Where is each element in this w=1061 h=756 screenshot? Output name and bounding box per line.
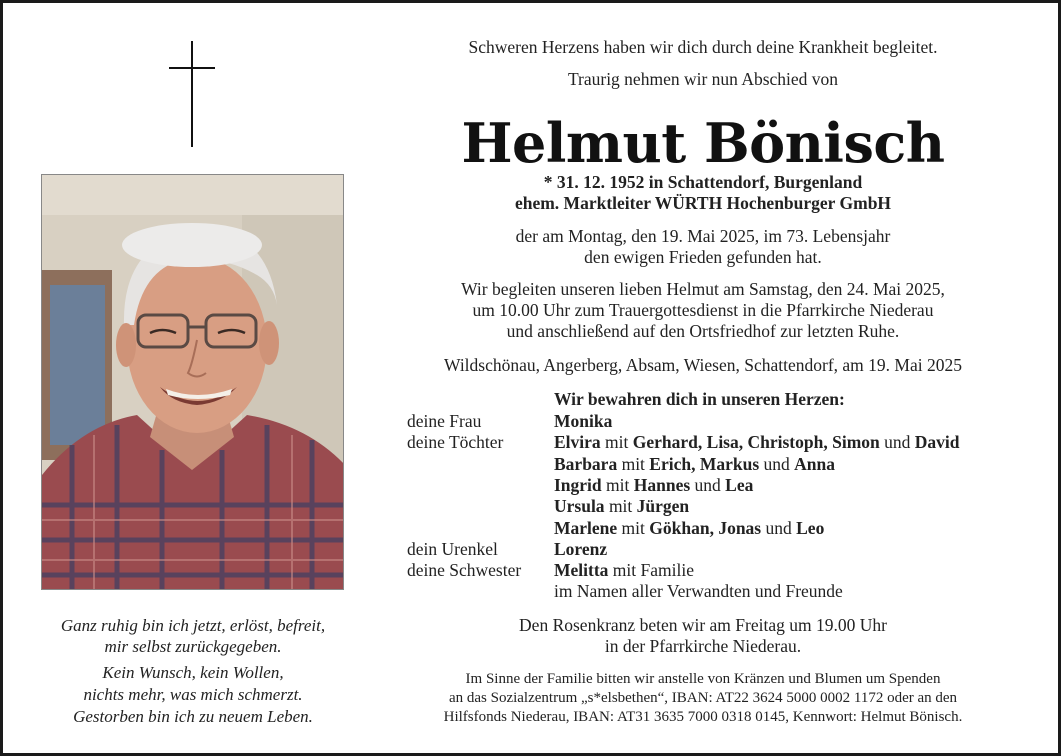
mourner-name-part: Hannes [633,475,691,495]
death-line-2: den ewigen Frieden gefunden hat. [584,247,822,267]
mourner-names [554,518,824,539]
mourner-name-part: Lorenz [554,539,608,559]
mourner-name-part: im Namen aller Verwandten und Freunde [554,581,843,601]
poem-line-2: mir selbst zurückgegeben. [104,637,282,656]
mourner-name-part: Elvira [554,432,601,452]
mourner-relation-label: deine Schwester [407,560,522,580]
mourner-name-part: Lea [725,475,754,495]
mourner-name-part: Erich, Markus [649,454,760,474]
mourner-name-part: Ursula [554,496,605,516]
portrait-photo [41,174,344,590]
mourner-name-part: Barbara [554,454,618,474]
rosary-line-2: in der Pfarrkirche Niederau. [604,636,802,656]
mourner-name-part: und [761,518,797,538]
rosary-line-1: Den Rosenkranz beten wir am Freitag um 19.00 Uhr [519,615,887,635]
mourner-names [554,475,753,496]
mourner-names [554,432,959,453]
mourner-name-part: Anna [794,454,836,474]
poem-line-1: Ganz ruhig bin ich jetzt, erlöst, befreit, [60,616,326,635]
donation-line-1: Im Sinne der Familie bitten wir anstelle von Kränzen und Blumen um Spenden [465,671,941,687]
mourner-relation-label: deine Töchter [407,432,504,452]
intro-line-1: Schweren Herzens haben wir dich durch deine Krankheit begleitet. [468,37,938,57]
occupation-line: ehem. Marktleiter WÜRTH Hochenburger GmbH [514,193,892,213]
mourner-name-part: Jürgen [636,496,690,516]
intro-line-2: Traurig nehmen wir nun Abschied von [567,69,839,89]
mourner-name-part: mit [604,496,637,516]
mourner-name-part: Leo [796,518,825,538]
mourner-relation-label: dein Urenkel [407,539,498,559]
mourner-name-part: und [879,432,915,452]
donation-line-2: an das Sozialzentrum „s*elsbethen“, IBAN: AT22 3624 5000 0002 1172 oder an den [448,690,958,706]
mourner-names [554,560,694,581]
mourner-name-part: Melitta [554,560,609,580]
mourner-names [554,454,835,475]
poem-line-5: Gestorben bin ich zu neuem Leben. [73,707,313,726]
death-line-1: der am Montag, den 19. Mai 2025, im 73. Lebensjahr [515,226,891,246]
mourner-names [554,496,689,517]
mourner-names [554,411,612,432]
mourner-name-part: mit [601,475,634,495]
mourner-relation-label: deine Frau [407,411,482,431]
mourner-name-part: Ingrid [554,475,602,495]
donation-line-3: Hilfsfonds Niederau, IBAN: AT31 3635 7000 0318 0145, Kennwort: Helmut Bönisch. [443,709,963,725]
mourner-name-part: Gökhan, Jonas [649,518,762,538]
mourner-names [554,581,843,602]
places-date: Wildschönau, Angerberg, Absam, Wiesen, Schattendorf, am 19. Mai 2025 [444,355,962,375]
funeral-line-3: und anschließend auf den Ortsfriedhof zur letzten Ruhe. [506,321,900,341]
mourner-name-part: mit [617,454,650,474]
funeral-line-1: Wir begleiten unseren lieben Helmut am Samstag, den 24. Mai 2025, [461,279,945,299]
mourner-name-part: und [690,475,726,495]
mourner-name-part: mit Familie [608,560,694,580]
mourner-name-part: Monika [554,411,613,431]
mourners-heading: Wir bewahren dich in unseren Herzen: [554,389,845,409]
birth-line: * 31. 12. 1952 in Schattendorf, Burgenland [543,172,863,192]
poem-line-3: Kein Wunsch, kein Wollen, [102,663,284,682]
poem-line-4: nichts mehr, was mich schmerzt. [83,685,303,704]
mourner-name-part: Gerhard, Lisa, Christoph, Simon [632,432,880,452]
mourner-name-part: mit [617,518,650,538]
mourner-name-part: und [759,454,795,474]
mourner-name-part: David [914,432,960,452]
mourner-names [554,539,607,560]
mourner-name-part: Marlene [554,518,618,538]
deceased-name: Helmut Bönisch [461,111,945,175]
funeral-line-2: um 10.00 Uhr zum Trauergottesdienst in die Pfarrkirche Niederau [472,300,934,320]
mourner-name-part: mit [600,432,633,452]
